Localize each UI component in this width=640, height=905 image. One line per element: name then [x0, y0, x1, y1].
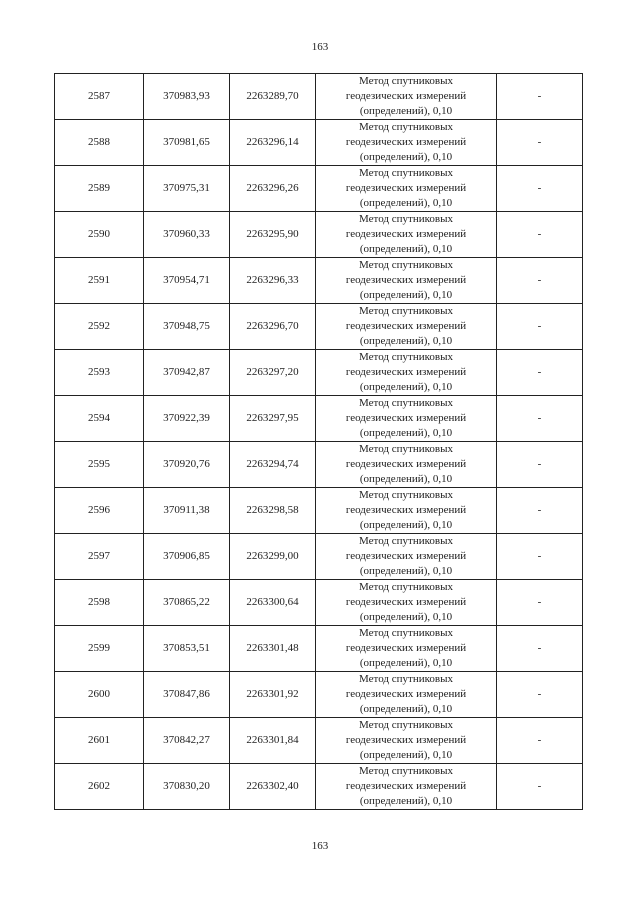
method-text-line: геодезических измерений [345, 228, 467, 240]
method-text-line: (определений), 0,10 [359, 473, 453, 485]
y-coordinate-cell: 2263301,92 [230, 672, 316, 718]
note-cell: - [497, 626, 583, 672]
method-text-line: Метод спутниковых [359, 627, 453, 639]
y-coordinate-cell: 2263296,70 [230, 304, 316, 350]
table-row [55, 304, 583, 350]
method-text-line: Метод спутниковых [359, 719, 453, 731]
point-number-cell: 2587 [55, 74, 144, 120]
method-cell [316, 396, 497, 442]
method-text-line: геодезических измерений [345, 642, 467, 654]
coordinates-table-body [55, 74, 583, 810]
y-coordinate-cell: 2263296,33 [230, 258, 316, 304]
table-row [55, 442, 583, 488]
method-text-line: (определений), 0,10 [359, 197, 453, 209]
y-coordinate-cell: 2263289,70 [230, 74, 316, 120]
method-cell [316, 350, 497, 396]
note-cell: - [497, 488, 583, 534]
x-coordinate-cell: 370906,85 [144, 534, 230, 580]
method-text-line: Метод спутниковых [359, 673, 453, 685]
table-row [55, 718, 583, 764]
point-number-cell: 2602 [55, 764, 144, 810]
note-cell: - [497, 396, 583, 442]
method-cell [316, 258, 497, 304]
method-text-line: геодезических измерений [345, 90, 467, 102]
method-text-line: Метод спутниковых [359, 397, 453, 409]
point-number-cell: 2601 [55, 718, 144, 764]
method-text-line: Метод спутниковых [359, 581, 453, 593]
table-row [55, 626, 583, 672]
x-coordinate-cell: 370922,39 [144, 396, 230, 442]
method-text-line: Метод спутниковых [359, 765, 453, 777]
method-cell [316, 74, 497, 120]
method-text-line: геодезических измерений [345, 136, 467, 148]
method-cell [316, 626, 497, 672]
method-text-line: (определений), 0,10 [359, 611, 453, 623]
table-row [55, 534, 583, 580]
y-coordinate-cell: 2263295,90 [230, 212, 316, 258]
x-coordinate-cell: 370942,87 [144, 350, 230, 396]
method-text-line: Метод спутниковых [359, 75, 453, 87]
y-coordinate-cell: 2263297,20 [230, 350, 316, 396]
point-number-cell: 2592 [55, 304, 144, 350]
method-text-line: геодезических измерений [345, 780, 467, 792]
page-number-bottom: 163 [311, 840, 329, 852]
method-text-line: геодезических измерений [345, 320, 467, 332]
point-number-cell: 2594 [55, 396, 144, 442]
method-text-line: Метод спутниковых [359, 489, 453, 501]
note-cell: - [497, 764, 583, 810]
x-coordinate-cell: 370847,86 [144, 672, 230, 718]
x-coordinate-cell: 370842,27 [144, 718, 230, 764]
method-text-line: геодезических измерений [345, 274, 467, 286]
method-text-line: (определений), 0,10 [359, 289, 453, 301]
method-text-line: (определений), 0,10 [359, 795, 453, 807]
method-text-line: (определений), 0,10 [359, 105, 453, 117]
x-coordinate-cell: 370948,75 [144, 304, 230, 350]
method-text-line: Метод спутниковых [359, 259, 453, 271]
note-cell: - [497, 74, 583, 120]
x-coordinate-cell: 370975,31 [144, 166, 230, 212]
table-row [55, 672, 583, 718]
method-text-line: геодезических измерений [345, 412, 467, 424]
x-coordinate-cell: 370911,38 [144, 488, 230, 534]
method-cell [316, 304, 497, 350]
point-number-cell: 2593 [55, 350, 144, 396]
method-text-line: геодезических измерений [345, 504, 467, 516]
x-coordinate-cell: 370960,33 [144, 212, 230, 258]
point-number-cell: 2600 [55, 672, 144, 718]
method-text-line: геодезических измерений [345, 182, 467, 194]
table-row [55, 74, 583, 120]
y-coordinate-cell: 2263298,58 [230, 488, 316, 534]
y-coordinate-cell: 2263294,74 [230, 442, 316, 488]
point-number-cell: 2599 [55, 626, 144, 672]
method-text-line: Метод спутниковых [359, 443, 453, 455]
method-text-line: Метод спутниковых [359, 351, 453, 363]
method-text-line: (определений), 0,10 [359, 657, 453, 669]
point-number-cell: 2589 [55, 166, 144, 212]
method-cell [316, 718, 497, 764]
method-text-line: (определений), 0,10 [359, 749, 453, 761]
table-row [55, 120, 583, 166]
x-coordinate-cell: 370920,76 [144, 442, 230, 488]
method-text-line: Метод спутниковых [359, 167, 453, 179]
note-cell: - [497, 442, 583, 488]
method-text-line: геодезических измерений [345, 596, 467, 608]
method-cell [316, 120, 497, 166]
method-text-line: Метод спутниковых [359, 213, 453, 225]
x-coordinate-cell: 370853,51 [144, 626, 230, 672]
method-text-line: (определений), 0,10 [359, 381, 453, 393]
table-row [55, 396, 583, 442]
table-row [55, 488, 583, 534]
table-row [55, 166, 583, 212]
method-cell [316, 764, 497, 810]
note-cell: - [497, 166, 583, 212]
x-coordinate-cell: 370865,22 [144, 580, 230, 626]
method-text-line: геодезических измерений [345, 688, 467, 700]
method-text-line: геодезических измерений [345, 366, 467, 378]
method-text-line: Метод спутниковых [359, 305, 453, 317]
y-coordinate-cell: 2263299,00 [230, 534, 316, 580]
method-text-line: (определений), 0,10 [359, 519, 453, 531]
table-row [55, 258, 583, 304]
method-text-line: (определений), 0,10 [359, 565, 453, 577]
y-coordinate-cell: 2263301,48 [230, 626, 316, 672]
note-cell: - [497, 534, 583, 580]
x-coordinate-cell: 370830,20 [144, 764, 230, 810]
method-text-line: (определений), 0,10 [359, 151, 453, 163]
method-text-line: геодезических измерений [345, 550, 467, 562]
method-cell [316, 488, 497, 534]
point-number-cell: 2595 [55, 442, 144, 488]
method-text-line: (определений), 0,10 [359, 335, 453, 347]
coordinates-table [54, 73, 583, 810]
y-coordinate-cell: 2263296,26 [230, 166, 316, 212]
method-text-line: геодезических измерений [345, 458, 467, 470]
x-coordinate-cell: 370981,65 [144, 120, 230, 166]
point-number-cell: 2590 [55, 212, 144, 258]
method-text-line: геодезических измерений [345, 734, 467, 746]
method-text-line: (определений), 0,10 [359, 243, 453, 255]
x-coordinate-cell: 370954,71 [144, 258, 230, 304]
y-coordinate-cell: 2263301,84 [230, 718, 316, 764]
note-cell: - [497, 350, 583, 396]
y-coordinate-cell: 2263302,40 [230, 764, 316, 810]
y-coordinate-cell: 2263300,64 [230, 580, 316, 626]
method-cell [316, 672, 497, 718]
method-text-line: Метод спутниковых [359, 535, 453, 547]
point-number-cell: 2596 [55, 488, 144, 534]
method-cell [316, 212, 497, 258]
note-cell: - [497, 258, 583, 304]
method-cell [316, 442, 497, 488]
note-cell: - [497, 120, 583, 166]
table-row [55, 764, 583, 810]
page-number-top: 163 [311, 41, 329, 53]
note-cell: - [497, 304, 583, 350]
note-cell: - [497, 212, 583, 258]
table-row [55, 580, 583, 626]
note-cell: - [497, 580, 583, 626]
y-coordinate-cell: 2263297,95 [230, 396, 316, 442]
method-cell [316, 580, 497, 626]
point-number-cell: 2598 [55, 580, 144, 626]
point-number-cell: 2591 [55, 258, 144, 304]
method-cell [316, 166, 497, 212]
note-cell: - [497, 718, 583, 764]
x-coordinate-cell: 370983,93 [144, 74, 230, 120]
table-row [55, 212, 583, 258]
method-text-line: (определений), 0,10 [359, 427, 453, 439]
method-text-line: (определений), 0,10 [359, 703, 453, 715]
point-number-cell: 2597 [55, 534, 144, 580]
y-coordinate-cell: 2263296,14 [230, 120, 316, 166]
table-row [55, 350, 583, 396]
method-cell [316, 534, 497, 580]
method-text-line: Метод спутниковых [359, 121, 453, 133]
point-number-cell: 2588 [55, 120, 144, 166]
note-cell: - [497, 672, 583, 718]
